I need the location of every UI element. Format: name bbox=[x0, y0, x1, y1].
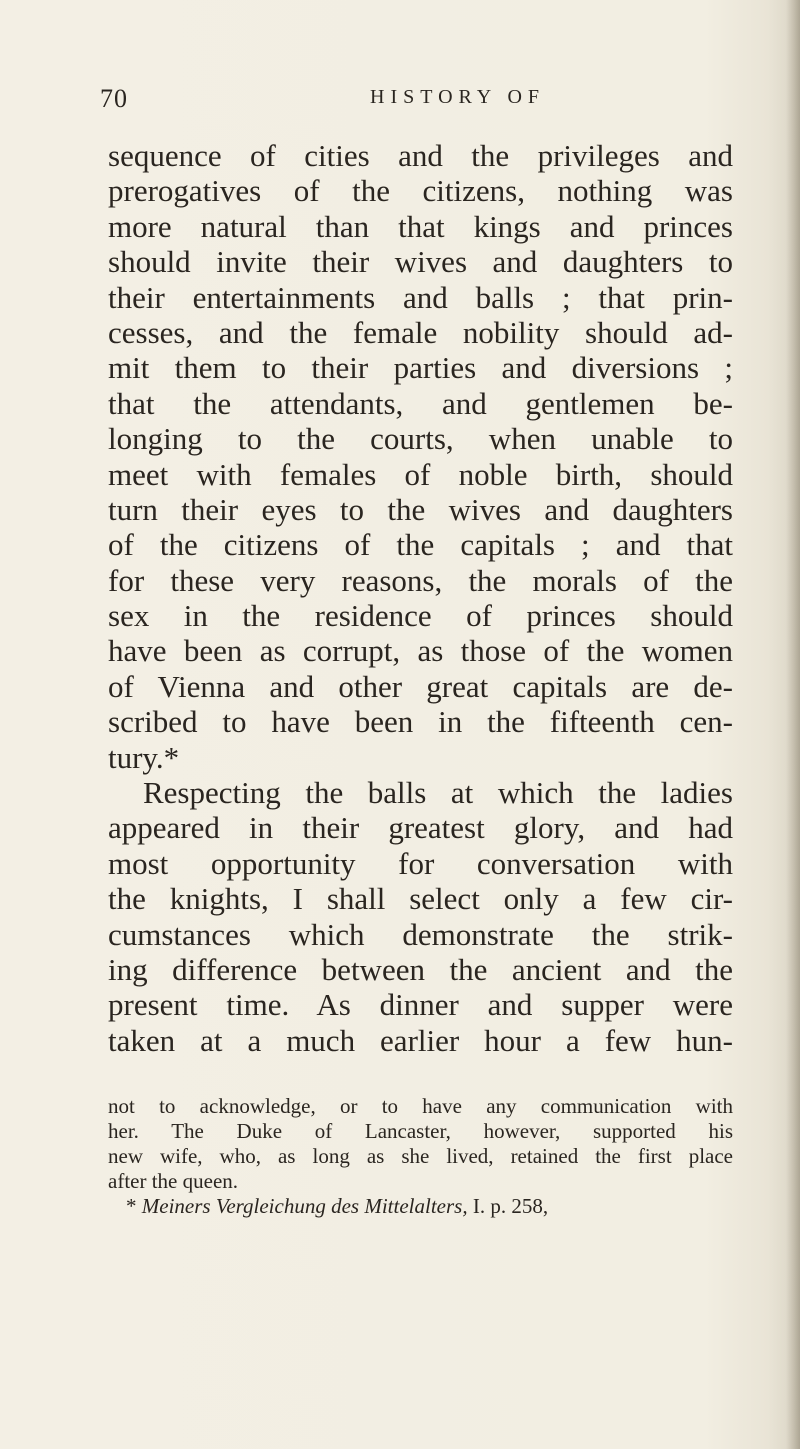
footnotes bbox=[108, 1094, 733, 1219]
text-line: taken at a much earlier hour a few hun- bbox=[108, 1022, 733, 1058]
text-line: tury.* bbox=[108, 739, 180, 775]
footnote-line: not to acknowledge, or to have any communication with bbox=[108, 1094, 733, 1118]
text-line: for these very reasons, the morals of the bbox=[108, 562, 733, 598]
text-line: sex in the residence of princes should bbox=[108, 598, 733, 634]
text-line: appeared in their greatest glory, and had bbox=[108, 810, 733, 846]
footnote-line: her. The Duke of Lancaster, however, supported his bbox=[108, 1119, 733, 1143]
page-number: 70 bbox=[100, 84, 128, 113]
text-line: cesses, and the female nobility should ad- bbox=[108, 314, 733, 350]
text-line: should invite their wives and daughters to bbox=[108, 244, 733, 280]
footnote-line: new wife, who, as long as she lived, retained the first place bbox=[108, 1144, 733, 1168]
text-line: scribed to have been in the fifteenth cen- bbox=[108, 704, 733, 740]
text-line: cumstances which demonstrate the strik- bbox=[108, 916, 733, 952]
text-line: turn their eyes to the wives and daughters bbox=[108, 491, 733, 527]
footnote-source-location: I. p. 258, bbox=[472, 1194, 549, 1218]
footnote-line: after the queen. bbox=[108, 1169, 239, 1193]
text-line: longing to the courts, when unable to bbox=[108, 421, 733, 457]
text-line: ing difference between the ancient and the bbox=[108, 951, 733, 987]
text-line: the knights, I shall select only a few cir- bbox=[108, 881, 733, 917]
footnote-marker: * bbox=[126, 1194, 137, 1218]
text-line: mit them to their parties and diversions ; bbox=[108, 350, 733, 386]
paragraph-start-line: Respecting the balls at which the ladies bbox=[143, 775, 733, 811]
text-line: present time. As dinner and supper were bbox=[108, 987, 733, 1023]
text-line: most opportunity for conversation with bbox=[108, 845, 733, 881]
page-header bbox=[100, 84, 720, 124]
footnote-reference bbox=[108, 1194, 733, 1219]
text-line: sequence of cities and the privileges and bbox=[108, 138, 733, 173]
text-line: that the attendants, and gentlemen be- bbox=[108, 385, 733, 421]
running-head: HISTORY OF bbox=[370, 86, 546, 108]
text-line: prerogatives of the citizens, nothing was bbox=[108, 173, 733, 209]
text-line: meet with females of noble birth, should bbox=[108, 456, 733, 492]
footnote-source-title: Meiners Vergleichung des Mittelalters, bbox=[141, 1194, 468, 1218]
text-line: of Vienna and other great capitals are de- bbox=[108, 668, 733, 704]
text-line: of the citizens of the capitals ; and that bbox=[108, 527, 733, 563]
page-edge-shadow bbox=[786, 0, 800, 1449]
text-line: more natural than that kings and princes bbox=[108, 208, 733, 244]
body-text bbox=[108, 138, 733, 1058]
text-line: their entertainments and balls ; that prin- bbox=[108, 279, 733, 315]
text-line: have been as corrupt, as those of the women bbox=[108, 633, 733, 669]
